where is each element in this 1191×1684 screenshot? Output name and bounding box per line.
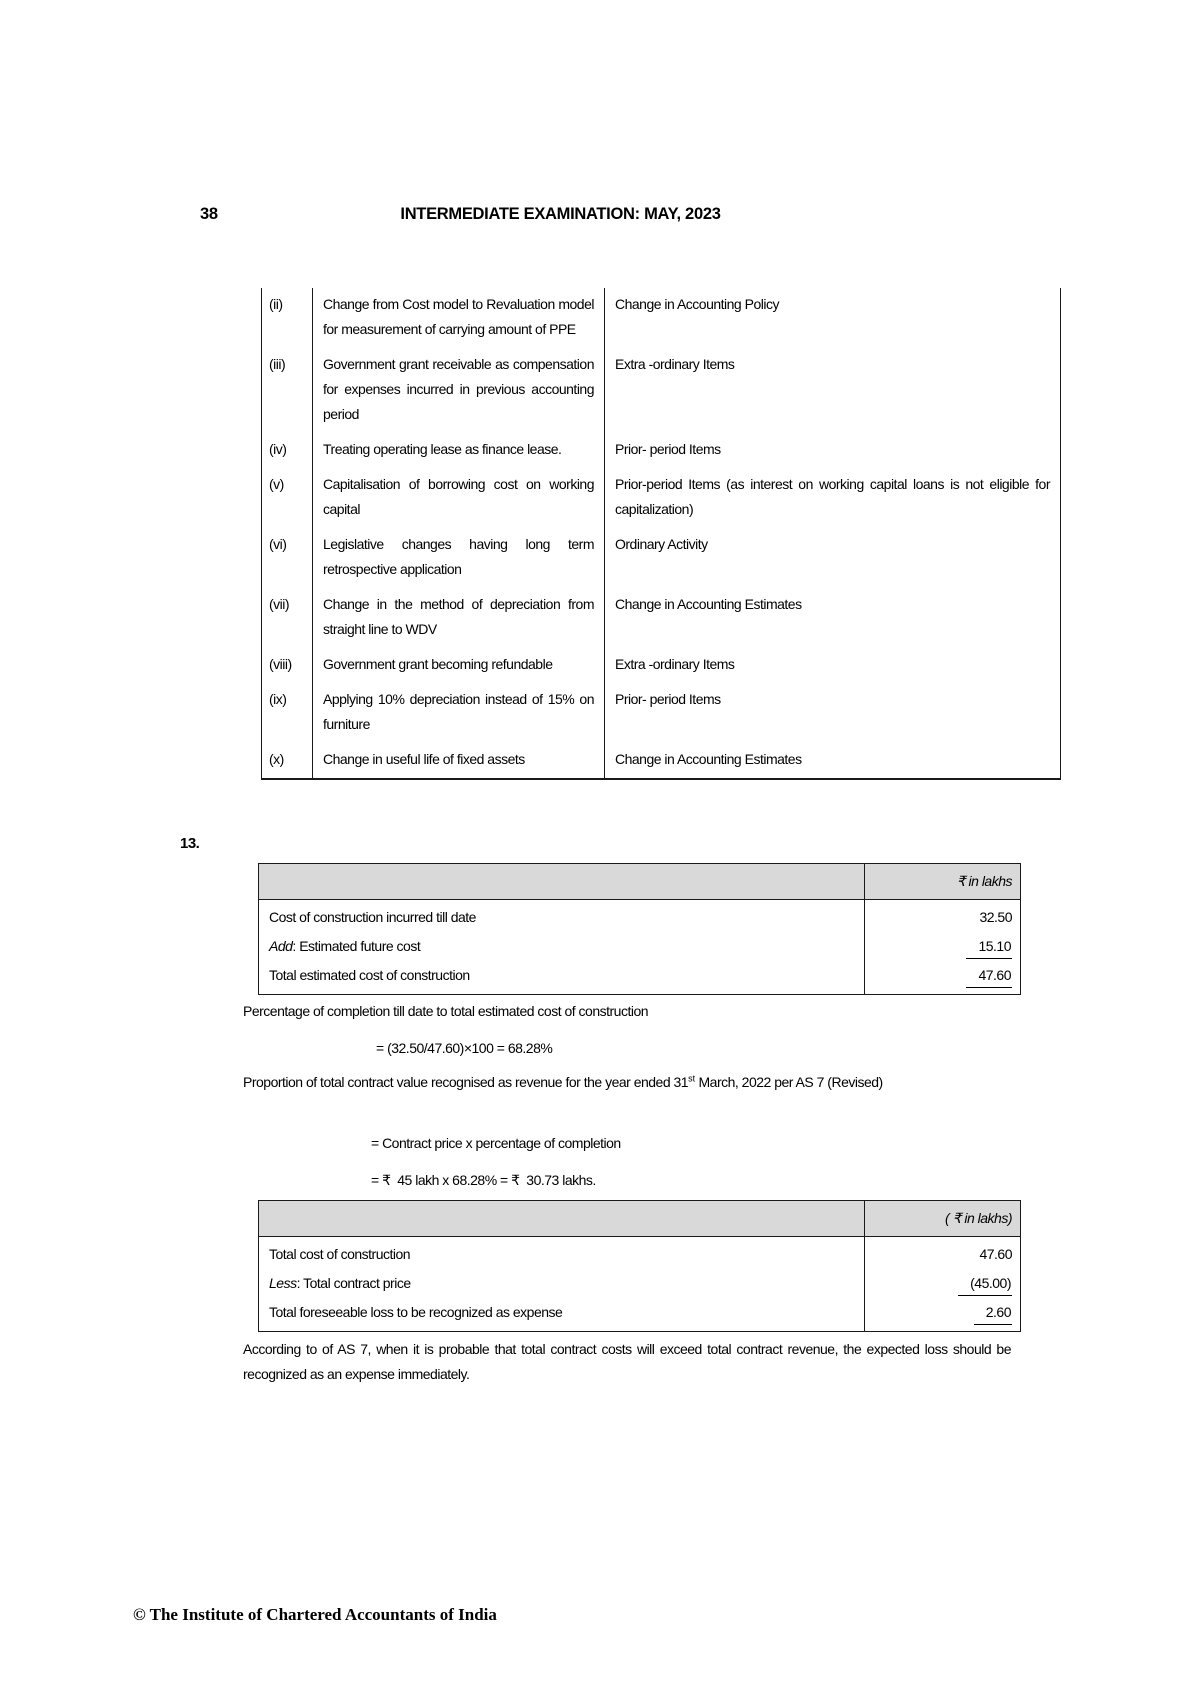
- amount: 47.60: [979, 1246, 1012, 1262]
- row-value: [865, 961, 1021, 995]
- row-number: (ix): [262, 683, 313, 743]
- label-text: : Estimated future cost: [292, 938, 421, 954]
- label-prefix: Less: [269, 1275, 297, 1291]
- table-row: [259, 1269, 1021, 1298]
- row-item: Treating operating lease as finance lease.: [313, 433, 605, 468]
- table-row: [259, 1237, 1021, 1270]
- formula-percentage: = (32.50/47.60)×100 = 68.28%: [376, 1040, 553, 1056]
- table-row: [262, 528, 1061, 588]
- proportion-text-start: Proportion of total contract value recognised as revenue for the year ended 31: [243, 1074, 689, 1090]
- label-text: Total foreseeable loss to be recognized as expense: [269, 1304, 563, 1320]
- row-value: [865, 1298, 1021, 1332]
- row-label: [259, 961, 865, 995]
- row-label: [259, 1237, 865, 1270]
- row-number: (iii): [262, 348, 313, 433]
- row-item: Government grant becoming refundable: [313, 648, 605, 683]
- row-value: [865, 932, 1021, 961]
- table-row: [262, 288, 1061, 348]
- table-row: [259, 900, 1021, 933]
- proportion-text-end: March, 2022 per AS 7 (Revised): [695, 1074, 883, 1090]
- table-row: [262, 348, 1061, 433]
- foreseeable-loss-table: [258, 1200, 1021, 1332]
- row-number: (v): [262, 468, 313, 528]
- row-number: (iv): [262, 433, 313, 468]
- paragraph-as7-conclusion: According to of AS 7, when it is probable that total contract costs will exceed total contract revenue, the expected loss should be recognized as an expense immediately.: [243, 1341, 1011, 1382]
- table-header-row: [259, 1201, 1021, 1237]
- table-header-row: [259, 864, 1021, 900]
- page-number: 38: [200, 205, 218, 223]
- table-row: [262, 433, 1061, 468]
- row-item: Applying 10% depreciation instead of 15% on furniture: [313, 683, 605, 743]
- copyright-footer: © The Institute of Chartered Accountants of India: [133, 1605, 497, 1624]
- label-prefix: Add: [269, 938, 293, 954]
- row-classification: Extra -ordinary Items: [605, 648, 1061, 683]
- cost-of-construction-table: [258, 863, 1021, 995]
- row-classification: Ordinary Activity: [605, 528, 1061, 588]
- question-13-label: 13.: [180, 835, 200, 852]
- row-item: Government grant receivable as compensation for expenses incurred in previous accounting period: [313, 348, 605, 433]
- row-number: (x): [262, 743, 313, 779]
- formula-revenue-result: = ₹ 45 lakh x 68.28% = ₹ 30.73 lakhs.: [371, 1172, 596, 1188]
- classification-table: [261, 288, 1061, 780]
- amount: 32.50: [979, 909, 1012, 925]
- row-number: (vi): [262, 528, 313, 588]
- row-number: (viii): [262, 648, 313, 683]
- row-classification: Change in Accounting Policy: [605, 288, 1061, 348]
- row-value: [865, 1269, 1021, 1298]
- amount-underlined: 15.10: [966, 935, 1012, 959]
- row-classification: Prior-period Items (as interest on working capital loans is not eligible for capitalization): [605, 468, 1061, 528]
- row-label: [259, 900, 865, 933]
- row-value: [865, 1237, 1021, 1270]
- label-text: Cost of construction incurred till date: [269, 909, 476, 925]
- currency-unit-header: ₹ in lakhs: [865, 864, 1021, 900]
- formula-contract-price: = Contract price x percentage of completion: [371, 1135, 621, 1151]
- table-row: [262, 588, 1061, 648]
- row-number: (ii): [262, 288, 313, 348]
- amount-underlined: 2.60: [974, 1301, 1012, 1325]
- table-row: [262, 743, 1061, 779]
- header-empty-cell: [259, 1201, 865, 1237]
- label-text: Total cost of construction: [269, 1246, 411, 1262]
- row-classification: Change in Accounting Estimates: [605, 588, 1061, 648]
- table-row: [259, 961, 1021, 995]
- row-classification: Extra -ordinary Items: [605, 348, 1061, 433]
- row-item: Change from Cost model to Revaluation model for measurement of carrying amount of PPE: [313, 288, 605, 348]
- header-title: INTERMEDIATE EXAMINATION: MAY, 2023: [400, 205, 721, 223]
- table-row: [262, 468, 1061, 528]
- amount-underlined: (45.00): [958, 1272, 1012, 1296]
- row-item: Capitalisation of borrowing cost on working capital: [313, 468, 605, 528]
- paragraph-proportion: [243, 1070, 1011, 1095]
- row-label: [259, 1298, 865, 1332]
- table-row: [259, 1298, 1021, 1332]
- row-label: [259, 1269, 865, 1298]
- table-row: [262, 683, 1061, 743]
- row-label: [259, 932, 865, 961]
- currency-unit-header: ( ₹ in lakhs): [865, 1201, 1021, 1237]
- row-classification: Prior- period Items: [605, 433, 1061, 468]
- label-text: : Total contract price: [296, 1275, 411, 1291]
- row-value: [865, 900, 1021, 933]
- row-item: Legislative changes having long term retrospective application: [313, 528, 605, 588]
- row-item: Change in the method of depreciation from straight line to WDV: [313, 588, 605, 648]
- row-number: (vii): [262, 588, 313, 648]
- table-row: [259, 932, 1021, 961]
- row-classification: Change in Accounting Estimates: [605, 743, 1061, 779]
- table-row: [262, 648, 1061, 683]
- label-text: Total estimated cost of construction: [269, 967, 470, 983]
- paragraph-percentage-of-completion: Percentage of completion till date to total estimated cost of construction: [243, 1003, 649, 1019]
- ordinal-superscript: st: [688, 1073, 696, 1084]
- amount-underlined: 47.60: [966, 964, 1012, 988]
- row-item: Change in useful life of fixed assets: [313, 743, 605, 779]
- row-classification: Prior- period Items: [605, 683, 1061, 743]
- header-empty-cell: [259, 864, 865, 900]
